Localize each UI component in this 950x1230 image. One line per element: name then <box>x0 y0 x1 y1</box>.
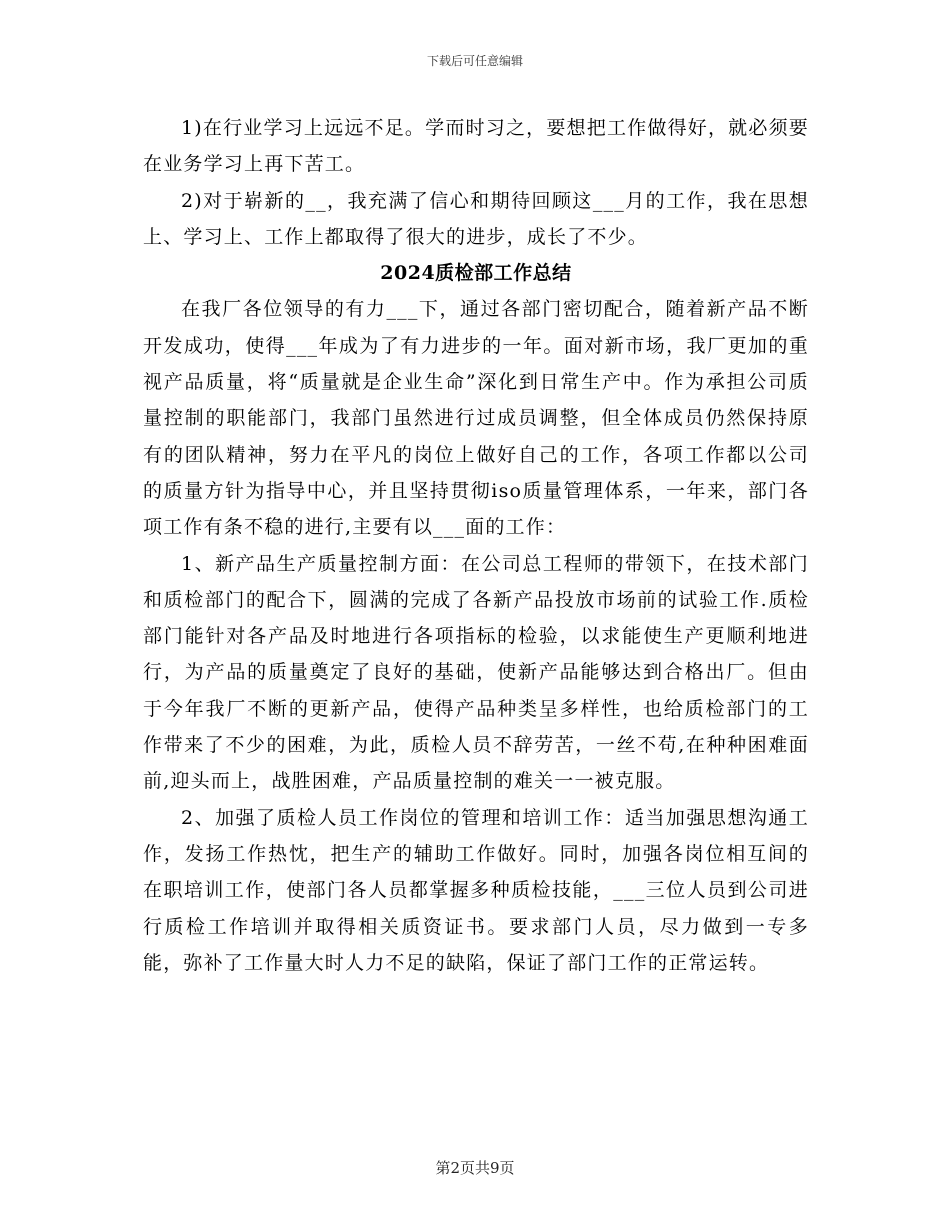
document-body <box>143 110 809 981</box>
page-number-footer: 第2页共9页 <box>435 1159 515 1177</box>
intro-paragraph-1: 1)在行业学习上远远不足。学而时习之，要想把工作做得好，就必须要在业务学习上再下苦工。 <box>143 117 809 176</box>
body-paragraph-1: 在我厂各位领导的有力___下，通过各部门密切配合，随着新产品不断开发成功，使得___年成为了有力进步的一年。面对新市场，我厂更加的重视产品质量，将“质量就是企业生命”深化到日常生产中。作为承担公司质量控制的职能部门，我部门虽然进行过成员调整，但全体成员仍然保持原有的团队精神，努力在平凡的岗位上做好自己的工作，各项工作都以公司的质量方针为指导中心，并且坚持贯彻iso质量管理体系，一年来，部门各项工作有条不稳的进行,主要有以___面的工作： <box>143 298 809 539</box>
section-heading: 2024质检部工作总结 <box>380 262 572 285</box>
intro-paragraph-2: 2)对于崭新的__，我充满了信心和期待回顾这___月的工作，我在思想上、学习上、工作上都取得了很大的进步，成长了不少。 <box>143 189 809 248</box>
body-paragraph-2: 1、新产品生产质量控制方面：在公司总工程师的带领下，在技术部门和质检部门的配合下，圆满的完成了各新产品投放市场前的试验工作.质检部门能针对各产品及时地进行各项指标的检验，以求能使生产更顺利地进行，为产品的质量奠定了良好的基础，使新产品能够达到合格出厂。但由于今年我厂不断的更新产品，使得产品种类呈多样性，也给质检部门的工作带来了不少的困难，为此，质检人员不辞劳苦，一丝不苟,在种种困难面前,迎头而上，战胜困难，产品质量控制的难关一一被克服。 <box>143 552 809 793</box>
page-header-note: 下载后可任意编辑 <box>426 54 523 68</box>
body-paragraph-3: 2、加强了质检人员工作岗位的管理和培训工作：适当加强思想沟通工作，发扬工作热忱，把生产的辅助工作做好。同时，加强各岗位相互间的在职培训工作，使部门各人员都掌握多种质检技能，___三位人员到公司进行质检工作培训并取得相关质资证书。要求部门人员，尽力做到一专多能，弥补了工作量大时人力不足的缺陷，保证了部门工作的正常运转。 <box>143 806 809 974</box>
